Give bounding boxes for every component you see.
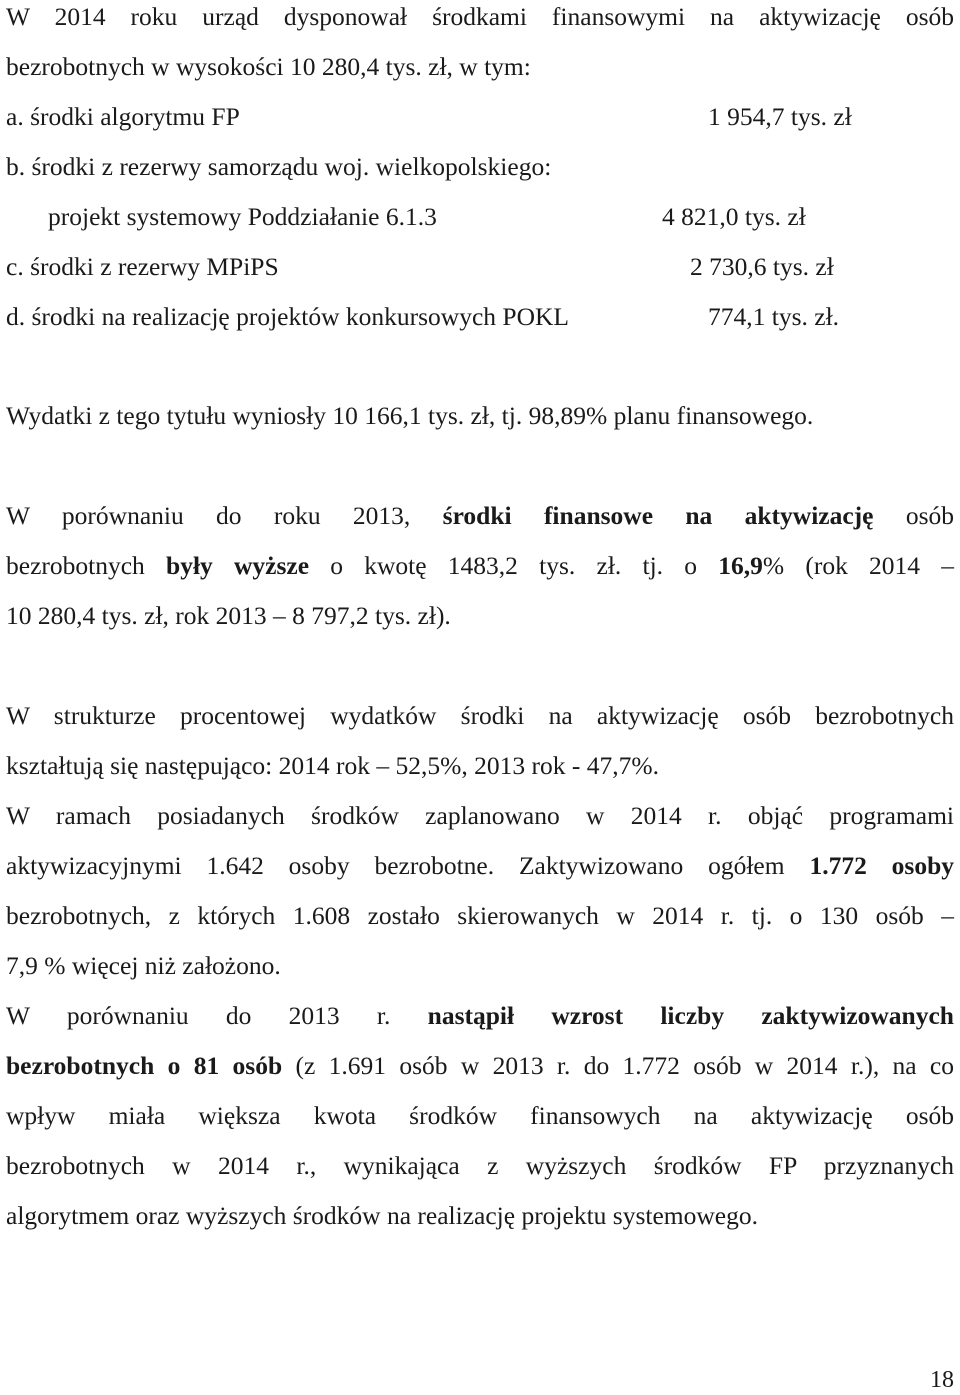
item-d-label: d. środki na realizację projektów konkursowych POKL bbox=[6, 302, 569, 331]
intro-line-1: W 2014 roku urząd dysponował środkami finansowymi na aktywizację osób bbox=[6, 2, 954, 31]
comparison-text: bezrobotnych bbox=[6, 551, 145, 580]
growth-bold: bezrobotnych o 81 osób bbox=[6, 1051, 283, 1080]
item-c-label: c. środki z rezerwy MPiPS bbox=[6, 252, 279, 281]
item-d-amount: 774,1 tys. zł. bbox=[708, 302, 840, 331]
structure-line-1: W strukturze procentowej wydatków środki na aktywizację osób bezrobotnych bbox=[6, 701, 954, 730]
comparison-bold: 16,9 bbox=[718, 551, 763, 580]
item-a-label: a. środki algorytmu FP bbox=[6, 102, 240, 131]
item-b-sub-label: projekt systemowy Poddziałanie 6.1.3 bbox=[48, 202, 437, 231]
comparison-text: % (rok 2014 – bbox=[762, 551, 955, 580]
comparison-line-3: 10 280,4 tys. zł, rok 2013 – 8 797,2 tys. zł). bbox=[6, 601, 451, 630]
item-c-amount: 2 730,6 tys. zł bbox=[690, 252, 834, 281]
growth-line-4: bezrobotnych w 2014 r., wynikająca z wyższych środków FP przyznanych bbox=[6, 1151, 954, 1180]
item-a-amount: 1 954,7 tys. zł bbox=[708, 102, 852, 131]
growth-line-1 bbox=[6, 1001, 954, 1031]
comparison-line-2 bbox=[6, 551, 954, 581]
comparison-bold: środki finansowe na aktywizację bbox=[442, 501, 874, 530]
plan-line-4: 7,9 % więcej niż założono. bbox=[6, 951, 281, 980]
comparison-bold: były wyższe bbox=[166, 551, 310, 580]
plan-bold: 1.772 osoby bbox=[809, 851, 955, 880]
growth-line-3: wpływ miała większa kwota środków finansowych na aktywizację osób bbox=[6, 1101, 954, 1130]
comparison-text: W porównaniu do roku 2013, bbox=[6, 501, 411, 530]
structure-line-2: kształtują się następująco: 2014 rok – 52,5%, 2013 rok - 47,7%. bbox=[6, 751, 659, 780]
expenses-line: Wydatki z tego tytułu wyniosły 10 166,1 tys. zł, tj. 98,89% planu finansowego. bbox=[6, 401, 814, 430]
comparison-text: o kwotę 1483,2 tys. zł. tj. o bbox=[330, 551, 698, 580]
intro-line-2: bezrobotnych w wysokości 10 280,4 tys. zł, w tym: bbox=[6, 52, 531, 81]
item-b-label: b. środki z rezerwy samorządu woj. wielkopolskiego: bbox=[6, 152, 552, 181]
plan-line-2 bbox=[6, 851, 954, 881]
growth-text: (z 1.691 osób w 2013 r. do 1.772 osób w 2014 r.), na co bbox=[295, 1051, 954, 1080]
plan-line-3: bezrobotnych, z których 1.608 zostało skierowanych w 2014 r. tj. o 130 osób – bbox=[6, 901, 954, 930]
plan-line-1: W ramach posiadanych środków zaplanowano w 2014 r. objąć programami bbox=[6, 801, 954, 830]
growth-line-2 bbox=[6, 1051, 954, 1081]
comparison-line-1 bbox=[6, 501, 954, 531]
page-number: 18 bbox=[930, 1367, 954, 1393]
growth-line-5: algorytmem oraz wyższych środków na realizację projektu systemowego. bbox=[6, 1201, 758, 1230]
growth-bold: nastąpił wzrost liczby zaktywizowanych bbox=[427, 1001, 954, 1030]
plan-text: aktywizacyjnymi 1.642 osoby bezrobotne. Zaktywizowano ogółem bbox=[6, 851, 785, 880]
comparison-text: osób bbox=[905, 501, 954, 530]
item-b-amount: 4 821,0 tys. zł bbox=[662, 202, 806, 231]
growth-text: W porównaniu do 2013 r. bbox=[6, 1001, 391, 1030]
